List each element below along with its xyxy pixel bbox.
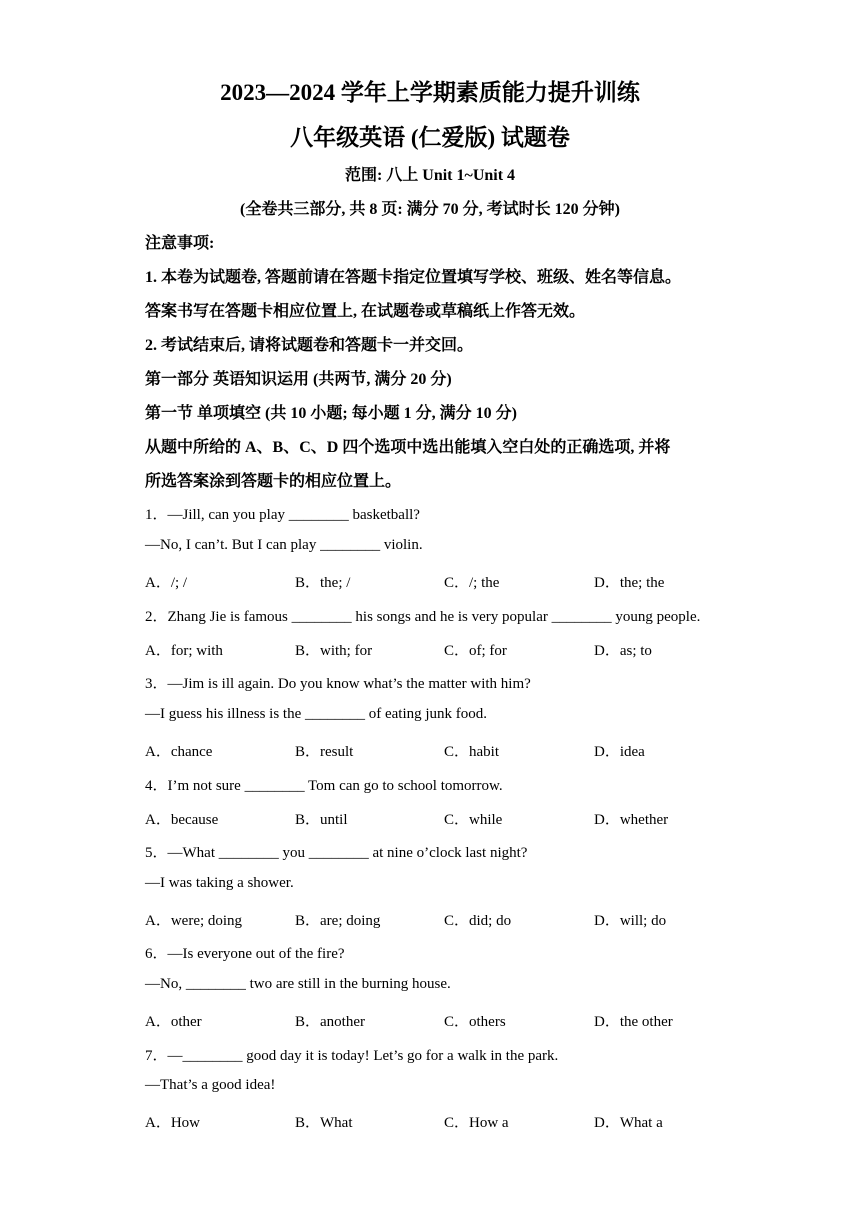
question-7-option-b: B．What xyxy=(295,1115,353,1131)
question-7-option-a: A．How xyxy=(145,1115,200,1131)
question-1-option-c: C．/; the xyxy=(444,575,500,591)
question-5-line-2: —I was taking a shower. xyxy=(145,875,294,891)
question-6-line-2: —No, ________ two are still in the burning house. xyxy=(145,976,451,992)
instruction-line-2: 所选答案涂到答题卡的相应位置上。 xyxy=(145,473,402,490)
question-3-line-2: —I guess his illness is the ________ of eating junk food. xyxy=(145,706,488,722)
instruction-line-1: 从题中所给的 A、B、C、D 四个选项中选出能填入空白处的正确选项, 并将 xyxy=(145,439,671,456)
question-6-option-d: D．the other xyxy=(594,1014,673,1030)
question-7-line-2: —That’s a good idea! xyxy=(145,1077,276,1093)
question-5-option-d: D．will; do xyxy=(594,913,667,929)
question-4-option-a: A．because xyxy=(145,812,219,828)
question-4-option-b: B．until xyxy=(295,812,348,828)
question-3-line-1: 3．—Jim is ill again. Do you know what’s the matter with him? xyxy=(145,676,531,692)
question-4-line-1: 4．I’m not sure ________ Tom can go to school tomorrow. xyxy=(145,778,503,794)
question-1-option-b: B．the; / xyxy=(295,575,351,591)
question-1-line-1: 1．—Jill, can you play ________ basketball? xyxy=(145,507,420,523)
question-3-option-c: C．habit xyxy=(444,744,499,760)
exam-title-line2: 八年级英语 (仁爱版) 试题卷 xyxy=(290,125,570,150)
question-6-option-c: C．others xyxy=(444,1014,506,1030)
question-1-option-a: A．/; / xyxy=(145,575,188,591)
exam-info: (全卷共三部分, 共 8 页: 满分 70 分, 考试时长 120 分钟) xyxy=(240,201,620,218)
question-1-option-d: D．the; the xyxy=(594,575,665,591)
question-2-option-c: C．of; for xyxy=(444,643,507,659)
question-7-option-d: D．What a xyxy=(594,1115,663,1131)
question-7-line-1: 7．—________ good day it is today! Let’s go for a walk in the park. xyxy=(145,1048,559,1064)
question-4-option-d: D．whether xyxy=(594,812,669,828)
question-3-option-d: D．idea xyxy=(594,744,645,760)
question-6-option-b: B．another xyxy=(295,1014,365,1030)
section1-heading: 第一节 单项填空 (共 10 小题; 每小题 1 分, 满分 10 分) xyxy=(145,405,517,422)
question-2-option-d: D．as; to xyxy=(594,643,652,659)
question-2-line-1: 2．Zhang Jie is famous ________ his songs and he is very popular ________ young people. xyxy=(145,609,701,625)
exam-title-line1: 2023—2024 学年上学期素质能力提升训练 xyxy=(220,80,640,105)
question-7-option-c: C．How a xyxy=(444,1115,509,1131)
note-item-2: 2. 考试结束后, 请将试题卷和答题卡一并交回。 xyxy=(145,337,474,354)
question-4-option-c: C．while xyxy=(444,812,503,828)
question-5-option-a: A．were; doing xyxy=(145,913,243,929)
question-1-line-2: —No, I can’t. But I can play ________ violin. xyxy=(145,537,423,553)
notes-heading: 注意事项: xyxy=(145,235,215,252)
question-5-option-c: C．did; do xyxy=(444,913,512,929)
question-2-option-a: A．for; with xyxy=(145,643,223,659)
part1-heading: 第一部分 英语知识运用 (共两节, 满分 20 分) xyxy=(145,371,452,388)
note-item-1-line-1: 1. 本卷为试题卷, 答题前请在答题卡指定位置填写学校、班级、姓名等信息。 xyxy=(145,269,682,286)
note-item-1-line-2: 答案书写在答题卡相应位置上, 在试题卷或草稿纸上作答无效。 xyxy=(145,303,586,320)
question-3-option-a: A．chance xyxy=(145,744,213,760)
question-6-option-a: A．other xyxy=(145,1014,202,1030)
question-5-line-1: 5．—What ________ you ________ at nine o’clock last night? xyxy=(145,845,528,861)
question-2-option-b: B．with; for xyxy=(295,643,373,659)
exam-scope: 范围: 八上 Unit 1~Unit 4 xyxy=(344,167,516,184)
question-3-option-b: B．result xyxy=(295,744,354,760)
question-6-line-1: 6．—Is everyone out of the fire? xyxy=(145,946,345,962)
question-5-option-b: B．are; doing xyxy=(295,913,381,929)
